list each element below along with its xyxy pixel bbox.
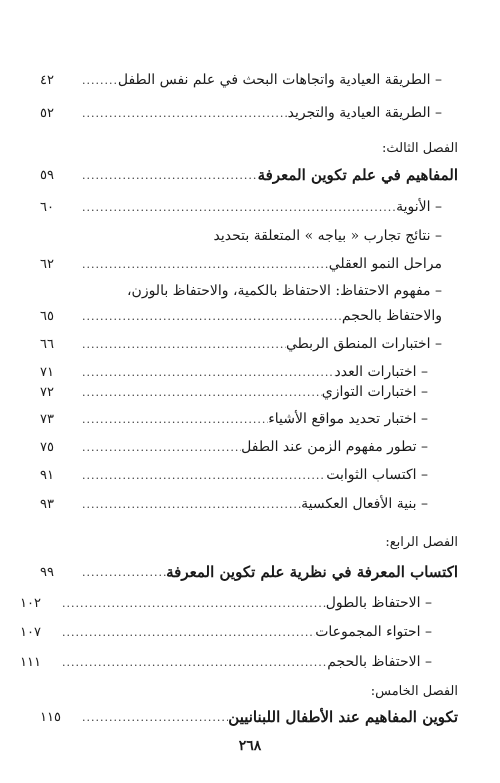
toc-entry	[40, 464, 428, 486]
entry-title: – اختبار تحديد مواقع الأشياء	[268, 411, 428, 427]
entry-title: والاحتفاظ بالحجم	[341, 308, 442, 324]
toc-entry	[40, 253, 442, 275]
entry-page: ٩٩	[40, 564, 54, 580]
dot-leader	[74, 74, 118, 87]
toc-entry	[40, 436, 428, 458]
toc-entry	[40, 561, 458, 583]
dot-leader	[74, 469, 326, 482]
dot-leader	[74, 366, 335, 379]
entry-page: ٩١	[40, 467, 54, 483]
entry-page: ١١١	[20, 654, 41, 670]
entry-page: ٥٢	[40, 105, 54, 121]
entry-title: – الاحتفاظ بالطول	[325, 595, 432, 611]
entry-title: – الاحتفاظ بالحجم	[327, 654, 432, 670]
dot-leader	[54, 626, 315, 639]
entry-page: ٧٥	[40, 439, 54, 455]
entry-title: – نتائج تجارب « بياجه » المتعلقة بتحديد	[213, 228, 442, 244]
dot-leader	[74, 338, 286, 351]
entry-page: ٥٩	[40, 167, 54, 183]
entry-page: ٤٢	[40, 72, 54, 88]
dot-leader	[54, 656, 327, 669]
dot-leader	[74, 498, 301, 511]
entry-title: تكوين المفاهيم عند الأطفال اللبنانيين	[228, 708, 458, 726]
entry-title: مراحل النمو العقلي	[328, 256, 442, 272]
entry-page: ٦٦	[40, 336, 54, 352]
entry-title: – اختبارات التوازي	[321, 384, 428, 400]
dot-leader	[74, 413, 268, 426]
chapter-heading: الفصل الخامس:	[370, 684, 458, 699]
entry-page: ٧٢	[40, 384, 54, 400]
dot-leader	[74, 711, 228, 724]
entry-title: – بنية الأفعال العكسية	[301, 496, 428, 512]
entry-page: ٧٣	[40, 411, 54, 427]
dot-leader	[74, 566, 166, 579]
dot-leader	[74, 258, 329, 271]
toc-entry	[40, 408, 428, 430]
entry-title: – تطور مفهوم الزمن عند الطفل	[241, 439, 428, 455]
entry-page: ٦٢	[40, 256, 54, 272]
entry-page: ١١٥	[40, 709, 61, 725]
chapter-heading: الفصل الثالث:	[382, 141, 458, 156]
entry-page: ١٠٧	[20, 624, 41, 640]
entry-title: اكتساب المعرفة في نظرية علم تكوين المعرفة	[166, 563, 458, 581]
entry-page: ١٠٢	[20, 595, 41, 611]
dot-leader	[74, 386, 322, 399]
toc-entry	[40, 69, 442, 91]
page-number: ٢٦٨	[238, 738, 262, 754]
dot-leader	[54, 597, 326, 610]
toc-entry	[40, 381, 428, 403]
toc-entry	[20, 621, 432, 643]
toc-entry	[40, 196, 442, 218]
entry-page: ٧١	[40, 364, 54, 380]
dot-leader	[74, 310, 342, 323]
toc-entry	[20, 592, 432, 614]
entry-title: – اختبارات المنطق الربطي	[285, 336, 442, 352]
entry-page: ٩٣	[40, 496, 54, 512]
dot-leader	[74, 441, 241, 454]
toc-entry	[40, 225, 442, 247]
entry-title: – احتواء المجموعات	[315, 624, 432, 640]
dot-leader	[74, 107, 288, 120]
toc-entry	[40, 493, 428, 515]
toc-entry	[40, 280, 442, 302]
entry-title: – الطريقة العيادية والتجريد	[287, 105, 442, 121]
entry-title: – اكتساب الثوابت	[326, 467, 428, 483]
toc-entry	[40, 305, 442, 327]
toc-entry	[40, 164, 458, 186]
entry-title: المفاهيم في علم تكوين المعرفة	[257, 166, 458, 184]
chapter-heading: الفصل الرابع:	[385, 535, 458, 550]
toc-entry	[40, 333, 442, 355]
entry-title: – اختبارات العدد	[334, 364, 428, 380]
toc-entry	[20, 651, 432, 673]
toc-entry	[40, 102, 442, 124]
entry-title: – مفهوم الاحتفاظ: الاحتفاظ بالكمية، والاحتفاظ بالوزن،	[127, 283, 442, 299]
entry-page: ٦٥	[40, 308, 54, 324]
entry-title: – الطريقة العيادية واتجاهات البحث في علم نفس الطفل	[117, 72, 442, 88]
entry-title: – الأنوية	[396, 199, 442, 215]
dot-leader	[74, 201, 396, 214]
toc-entry	[40, 706, 458, 728]
dot-leader	[74, 169, 258, 182]
toc-entry	[40, 361, 428, 383]
entry-page: ٦٠	[40, 199, 54, 215]
